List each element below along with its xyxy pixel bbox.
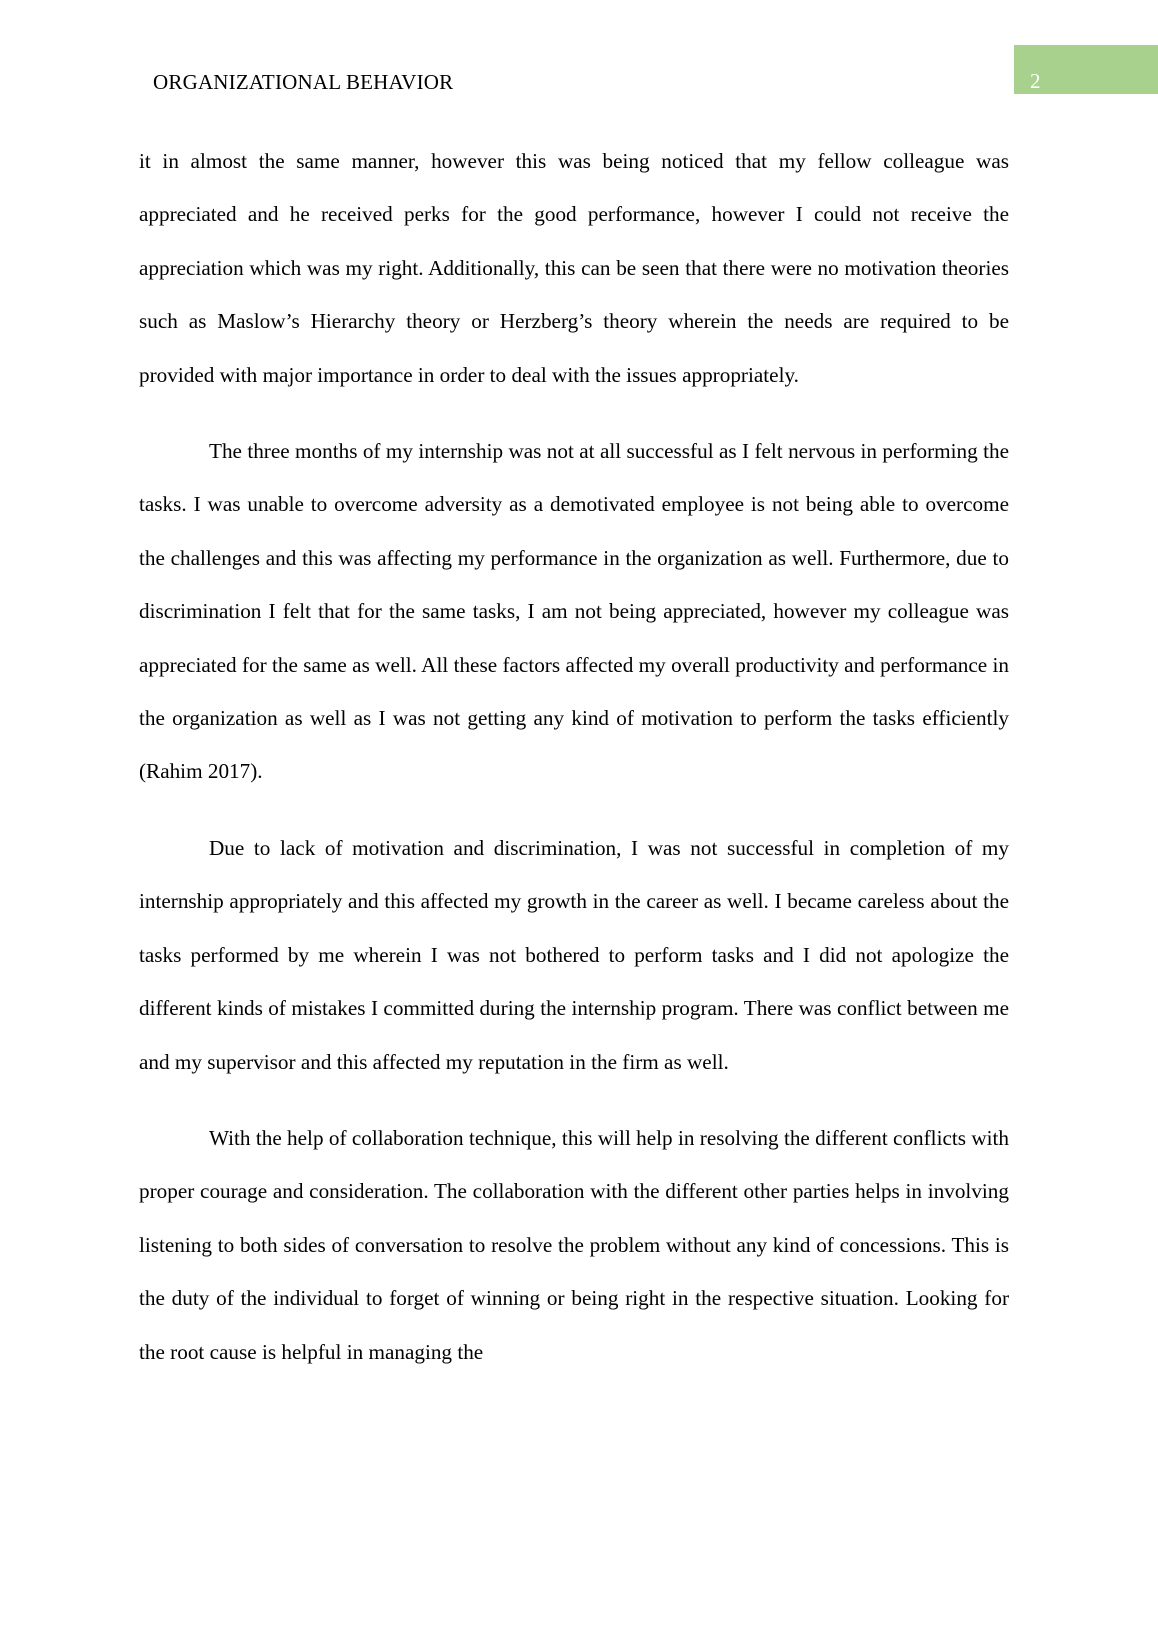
paragraph-2: The three months of my internship was not at all successful as I felt nervous in performing the tasks. I was unable to overcome adversity as a demotivated employee is not being able to overcome the challenges and this was affecting my performance in the organization as well. Furthermore, due to discrimination I felt that for the same tasks, I am not being appreciated, however my colleague was appreciated for the same as well. All these factors affected my overall productivity and performance in the organization as well as I was not getting any kind of motivation to perform the tasks efficiently (Rahim 2017). <box>139 439 1009 784</box>
running-head: ORGANIZATIONAL BEHAVIOR <box>153 70 454 94</box>
paragraph-4: With the help of collaboration technique, this will help in resolving the different conflicts with proper courage and consideration. The collaboration with the different other parties helps in involving listening to both sides of conversation to resolve the problem without any kind of concessions. This is the duty of the individual to forget of winning or being right in the respective situation. Looking for the root cause is helpful in managing the <box>139 1125 1009 1364</box>
paragraph-3: Due to lack of motivation and discrimination, I was not successful in completion of my internship appropriately and this affected my growth in the career as well. I became careless about the tasks performed by me wherein I was not bothered to perform tasks and I did not apologize the different kinds of mistakes I committed during the internship program. There was conflict between me and my supervisor and this affected my reputation in the firm as well. <box>139 835 1009 1074</box>
page-number-box <box>1014 45 1158 94</box>
page-number: 2 <box>1030 69 1041 93</box>
document-body <box>139 135 1009 1402</box>
paragraph-1: it in almost the same manner, however this was being noticed that my fellow colleague was appreciated and he received perks for the good performance, however I could not receive the appreciation which was my right. Additionally, this can be seen that there were no motivation theories such as Maslow’s Hierarchy theory or Herzberg’s theory wherein the needs are required to be provided with major importance in order to deal with the issues appropriately. <box>139 149 1009 387</box>
